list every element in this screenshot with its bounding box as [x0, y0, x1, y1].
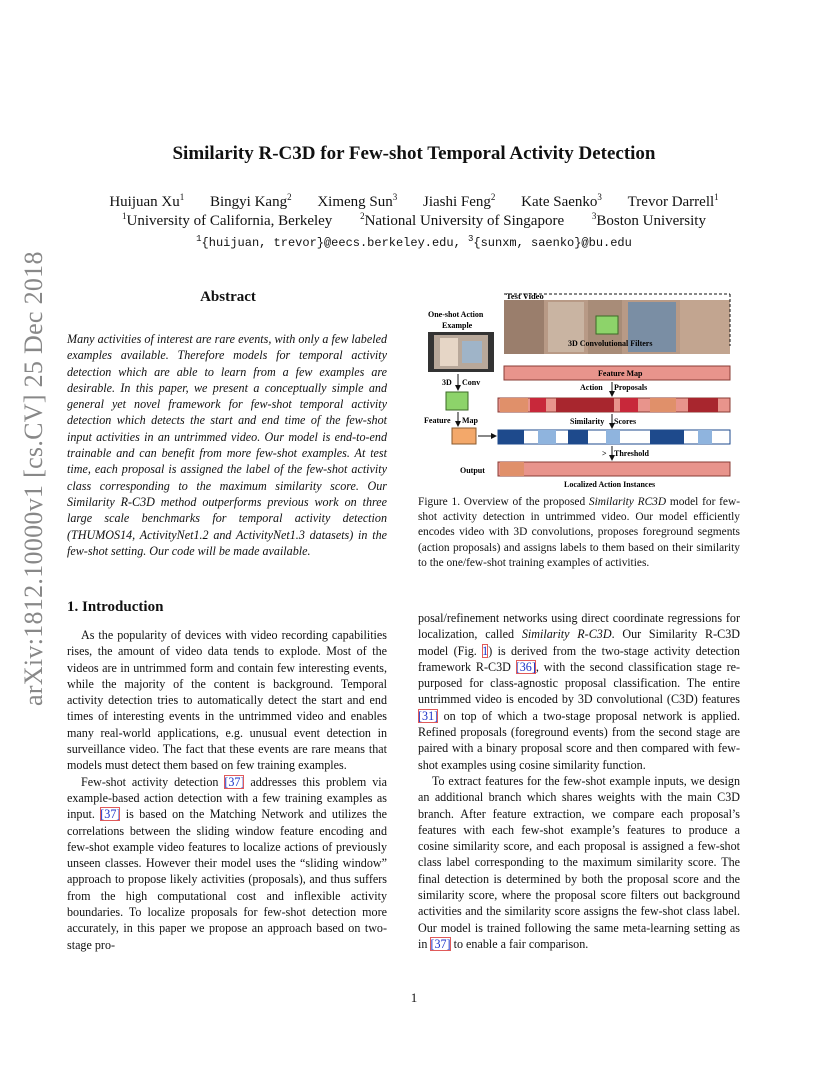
paragraph: As the popularity of devices with video recording capabilities rises, the amount of video data tends to explode. Most of the videos are in untrimmed form and contain few interesting events, while the majority of the content is background. Temporal activity detection tries to automatically detect the start and end times of interesting events in the untrimmed video and enables many real-world applications, e.g. unusual event detection in surveillance video. The fact that these events are rare means that models must detect them based on few training examples. — [67, 628, 387, 773]
conv-3d-label: 3D — [442, 378, 452, 387]
author-list — [0, 194, 828, 211]
author-emails: $^1${huijuan, trevor}@eecs.berkeley.edu, $^3${sunxm, saenko}@bu.edu — [196, 234, 632, 250]
gt-symbol: > — [602, 449, 607, 458]
citation-link[interactable]: [31] — [418, 708, 439, 723]
affiliation: $^2$National University of Singapore — [360, 211, 565, 229]
one-shot-example-frames — [428, 332, 494, 372]
author: Trevor Darrell$^1$ — [627, 192, 719, 210]
figure-caption: Figure 1. Overview of the proposed Similarity RC3D model for few-shot activity detection in untrimmed video. Our model efficiently encodes video with 3D convolutions, proposes foreground segments (action proposals) and assigns labels to them based on their similarity to the one/few-shot training examples of activities. — [418, 496, 740, 569]
affiliation: $^3$Boston University — [591, 211, 706, 229]
output-bar — [498, 462, 730, 476]
paper-title: Similarity R-C3D for Few-shot Temporal Activity Detection — [172, 143, 656, 164]
author: Kate Saenko$^3$ — [521, 192, 602, 210]
citation-link[interactable]: [36] — [515, 659, 536, 674]
paragraph: posal/refinement networks using direct coordinate regressions for localization, called Similarity R-C3D. Our Similarity R-C3D model (Fig. 1) is derived from the two-stage activity detection framework R-C3D [36], with the second classification stage re-purposed for class-agnostic proposal classification. The entire untrimmed video is encoded by 3D convolutional (C3D) features [31] on top of which a two-stage proposal network is applied. Refined proposals (foreground events) from the second stage are paired with a binary proposal score and then compared with few-shot examples using cosine similarity function. — [418, 611, 740, 772]
arxiv-side-label — [16, 251, 52, 706]
scores-label: Scores — [614, 417, 637, 426]
conv-label: Conv — [462, 378, 481, 387]
architecture-diagram — [418, 286, 740, 492]
localized-label: Localized Action Instances — [564, 480, 656, 489]
abstract-heading: Abstract — [200, 289, 256, 305]
similarity-label: Similarity — [570, 417, 605, 426]
action-label: Action — [580, 383, 603, 392]
arxiv-identifier: arXiv:1812.10000v1 [cs.CV] 25 Dec 2018 — [19, 251, 48, 706]
map-label: Map — [462, 416, 478, 425]
author: Ximeng Sun$^3$ — [317, 192, 398, 210]
affiliation-list — [0, 213, 828, 230]
author: Huijuan Xu$^1$ — [109, 192, 185, 210]
c3d-cube — [596, 316, 618, 334]
page-number: 1 — [410, 990, 418, 1005]
output-label: Output — [460, 466, 485, 475]
example-feature — [452, 428, 476, 444]
one-shot-label-2: Example — [442, 321, 473, 330]
author: Jiashi Feng$^2$ — [423, 192, 496, 210]
right-column-text — [418, 610, 740, 952]
paragraph: To extract features for the few-shot example inputs, we design an additional branch which shares weights with the main C3D branch. After feature extraction, we compare each proposal’s features with each few-shot example’s features to produce a cosine similarity score, and each proposal is assigned a few-shot class label corresponding to the maximum similarity score. The final detection is determined by both the proposal score and the similarity score, where the proposal score filters out background activities and the similarity score assigns the few-shot class label. Our model is trained following the same meta-learning setting as in [37] to enable a fair comparison. — [418, 773, 740, 951]
figure-1-diagram — [418, 286, 740, 492]
output-instance — [500, 462, 524, 476]
proposals-label: Proposals — [614, 383, 648, 392]
c3d-filters-label: 3D Convolutional Filters — [568, 339, 653, 348]
example-cube — [446, 392, 468, 410]
threshold-label: Threshold — [614, 449, 649, 458]
feature-map-label: Feature Map — [598, 369, 643, 378]
citation-link[interactable]: [37] — [100, 807, 121, 822]
affiliation: $^1$University of California, Berkeley — [122, 211, 333, 229]
introduction-heading: 1. Introduction — [67, 599, 164, 615]
test-video-label: Test Video — [506, 291, 544, 301]
citation-link[interactable]: [37] — [224, 774, 245, 789]
paragraph: Few-shot activity detection [37] addresses this problem via example-based action detection with a few training examples as input. [37] is based on the Matching Network and utilizes the correlations between the sliding window feature encoding and few-shot example video features to localize actions of previously unseen classes. However their model uses the “sliding window” approach to propose likely activities (proposals), and thus suffers from the high computational cost and inflexible activity boundaries. To localize proposals for few-shot detection more accurately, in this paper we propose an approach based on two-stage pro- — [67, 774, 387, 952]
proposal-segments — [498, 398, 730, 412]
abstract-body: Many activities of interest are rare events, with only a few labeled examples available. Therefore models for temporal activity detection which are able to learn from a few examples are desirable. In this paper, we present a conceptually simple and general yet novel framework for few-shot temporal activity detection which detects the start and end time of the few-shot input activities in an untrimmed video. Our model is end-to-end trainable and can benefit from more few-shot examples. At test time, each proposal is assigned the label of the few-shot activity class corresponding to the maximum similarity score. Our Similarity R-C3D method outperforms previous work on three large scale benchmarks for temporal activity detection (THUMOS14, ActivityNet1.2 and ActivityNet1.3 datasets) in the few-shot setting. Our code will be made available. — [67, 332, 387, 558]
citation-link[interactable]: [37] — [430, 936, 451, 951]
author: Bingyi Kang$^2$ — [209, 192, 292, 210]
feature-label: Feature — [424, 416, 451, 425]
figure-link[interactable]: 1 — [482, 643, 489, 658]
similarity-score-bars — [498, 430, 730, 444]
left-column-text — [67, 627, 387, 953]
one-shot-label-1: One-shot Action — [428, 310, 484, 319]
